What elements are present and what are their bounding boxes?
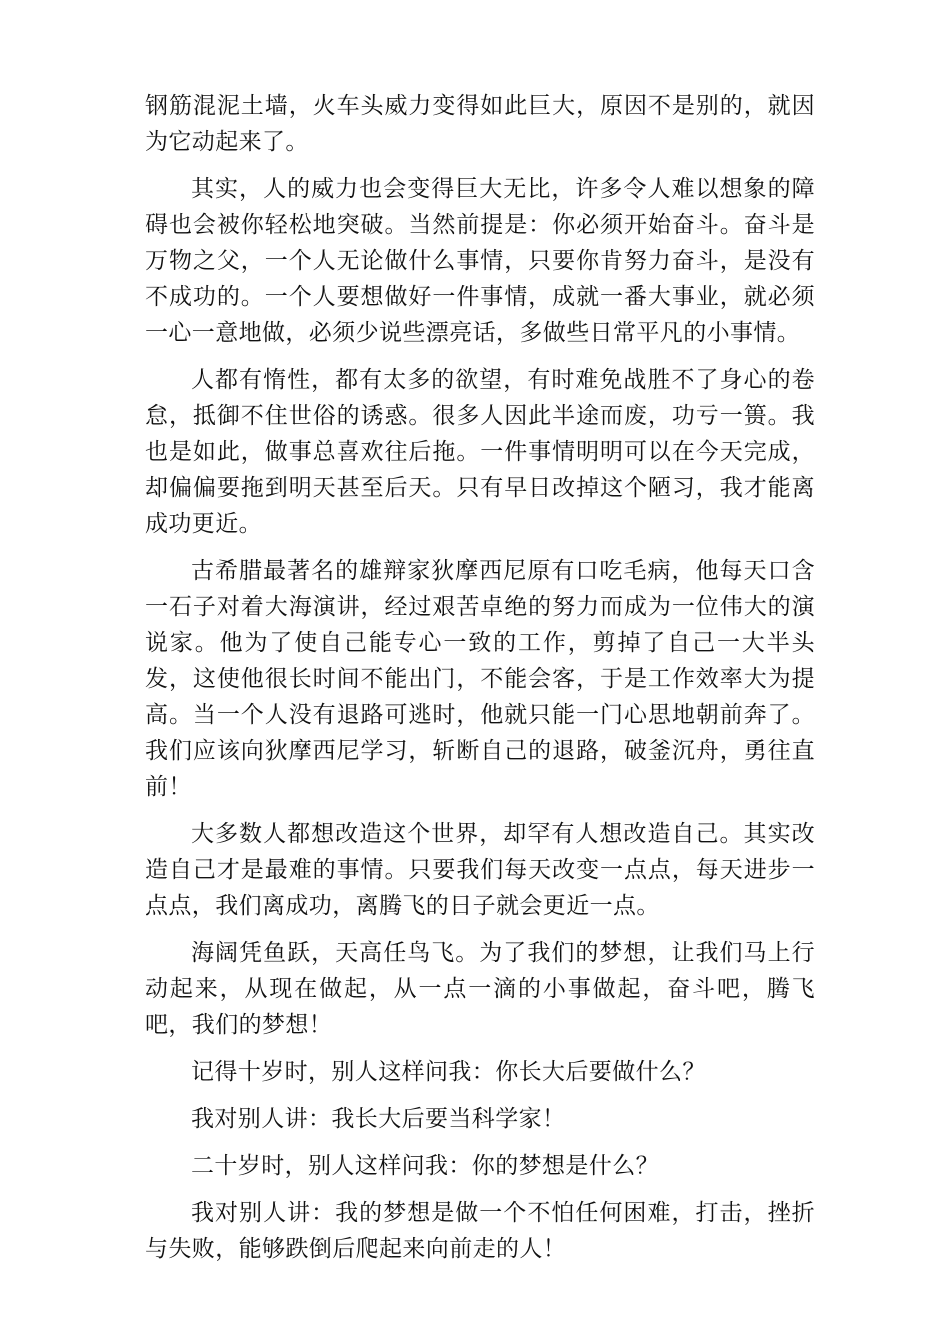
paragraph-6: 海阔凭鱼跃，天高任鸟飞。为了我们的梦想，让我们马上行动起来，从现在做起，从一点一滴的小事做起，奋斗吧，腾飞吧，我们的梦想！ bbox=[145, 940, 815, 1038]
paragraph-7: 记得十岁时，别人这样问我：你长大后要做什么？ bbox=[191, 1059, 706, 1085]
paragraph-9: 二十岁时，别人这样问我：你的梦想是什么？ bbox=[191, 1153, 659, 1179]
paragraph-3: 人都有惰性，都有太多的欲望，有时难免战胜不了身心的卷怠，抵御不住世俗的诱惑。很多人因此半途而废，功亏一篑。我也是如此，做事总喜欢往后拖。一件事情明明可以在今天完成，却偏偏要拖到明天甚至后天。只有早日改掉这个陋习，我才能离成功更近。 bbox=[145, 367, 815, 537]
document-page bbox=[145, 88, 815, 1278]
paragraph-10: 我对别人讲：我的梦想是做一个不怕任何困难，打击，挫折与失败，能够跌倒后爬起来向前走的人！ bbox=[145, 1200, 815, 1262]
paragraph-1: 钢筋混泥土墙，火车头威力变得如此巨大，原因不是别的，就因为它动起来了。 bbox=[145, 93, 815, 155]
paragraph-4: 古希腊最著名的雄辩家狄摩西尼原有口吃毛病，他每天口含一石子对着大海演讲，经过艰苦卓绝的努力而成为一位伟大的演说家。他为了使自己能专心一致的工作，剪掉了自己一大半头发，这使他很长时间不能出门，不能会客，于是工作效率大为提高。当一个人没有退路可逃时，他就只能一门心思地朝前奔了。我们应该向狄摩西尼学习，斩断自己的退路，破釜沉舟，勇往直前！ bbox=[145, 558, 815, 800]
paragraph-8: 我对别人讲：我长大后要当科学家！ bbox=[191, 1106, 566, 1132]
paragraph-5: 大多数人都想改造这个世界，却罕有人想改造自己。其实改造自己才是最难的事情。只要我们每天改变一点点，每天进步一点点，我们离成功，离腾飞的日子就会更近一点。 bbox=[145, 821, 815, 919]
paragraph-2: 其实，人的威力也会变得巨大无比，许多令人难以想象的障碍也会被你轻松地突破。当然前提是：你必须开始奋斗。奋斗是万物之父，一个人无论做什么事情，只要你肯努力奋斗，是没有不成功的。一个人要想做好一件事情，成就一番大事业，就必须一心一意地做，必须少说些漂亮话，多做些日常平凡的小事情。 bbox=[145, 176, 815, 346]
